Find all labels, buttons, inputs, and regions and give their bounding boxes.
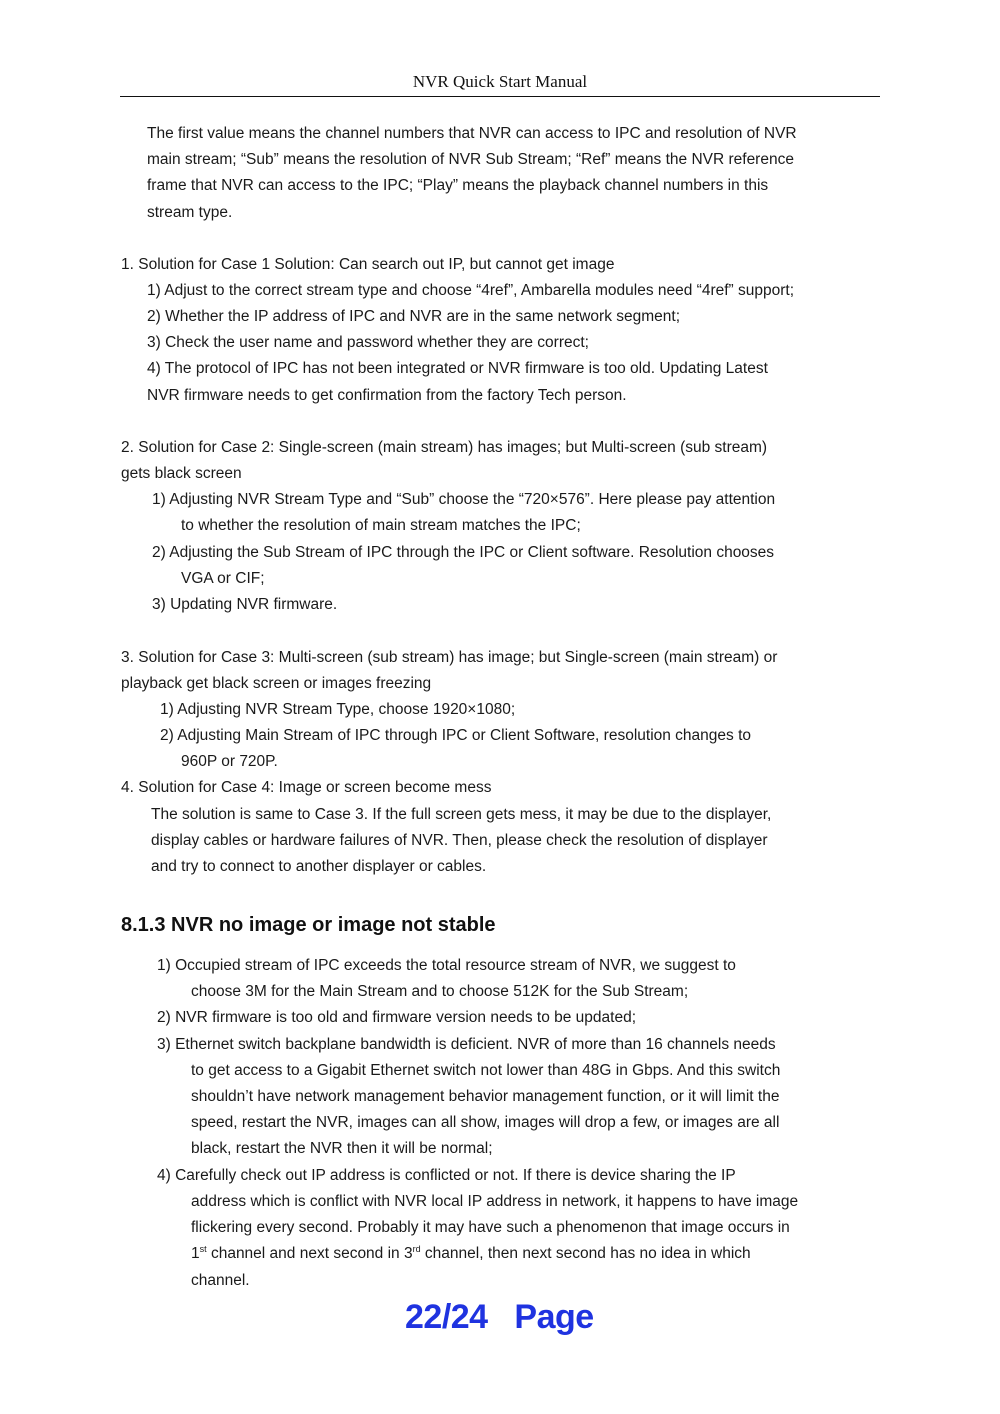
case1-item: 1) Adjust to the correct stream type and choose “4ref”, Ambarella modules need “4ref” support; bbox=[147, 282, 795, 299]
section-heading: 8.1.3 NVR no image or image not stable bbox=[121, 914, 496, 936]
section-item-cont: to get access to a Gigabit Ethernet switch not lower than 48G in Gbps. And this switch bbox=[191, 1062, 781, 1079]
section-item: 2) NVR firmware is too old and firmware version needs to be updated; bbox=[157, 1009, 637, 1026]
ordinal-suffix: st bbox=[199, 1244, 207, 1254]
case2-item: 2) Adjusting the Sub Stream of IPC through the IPC or Client software. Resolution chooses bbox=[152, 544, 775, 561]
case2-item-cont: VGA or CIF; bbox=[181, 570, 265, 587]
section-item-cont bbox=[191, 1244, 751, 1264]
case1-item: 3) Check the user name and password whether they are correct; bbox=[147, 334, 589, 351]
header-title: NVR Quick Start Manual bbox=[412, 72, 588, 91]
case2-item: 1) Adjusting NVR Stream Type and “Sub” choose the “720×576”. Here please pay attention bbox=[152, 491, 776, 508]
header-rule bbox=[120, 96, 880, 97]
section-item: 4) Carefully check out IP address is conflicted or not. If there is device sharing the IP bbox=[157, 1167, 736, 1184]
case3-title: 3. Solution for Case 3: Multi-screen (sub stream) has image; but Single-screen (main stream) or bbox=[121, 649, 778, 666]
line-text: channel and next second in 3 bbox=[206, 1245, 413, 1262]
section-item: 1) Occupied stream of IPC exceeds the total resource stream of NVR, we suggest to bbox=[157, 957, 736, 974]
case3-item-cont: 960P or 720P. bbox=[181, 753, 278, 770]
case4-line: and try to connect to another displayer or cables. bbox=[151, 858, 487, 875]
section-item-cont: shouldn’t have network management behavior management function, or it will limit the bbox=[191, 1088, 780, 1105]
section-item-cont: address which is conflict with NVR local IP address in network, it happens to have image bbox=[191, 1193, 799, 1210]
section-item-cont: flickering every second. Probably it may have such a phenomenon that image occurs in bbox=[191, 1219, 790, 1236]
case4-title: 4. Solution for Case 4: Image or screen become mess bbox=[121, 779, 492, 796]
section-item-cont: channel. bbox=[191, 1272, 250, 1289]
case4-line: The solution is same to Case 3. If the full screen gets mess, it may be due to the displayer, bbox=[151, 806, 772, 823]
case2-title-cont: gets black screen bbox=[121, 465, 242, 482]
page-number: 22/24 Page bbox=[405, 1298, 594, 1336]
case4-line: display cables or hardware failures of NVR. Then, please check the resolution of displayer bbox=[151, 832, 768, 849]
case2-item: 3) Updating NVR firmware. bbox=[152, 596, 338, 613]
intro-line: stream type. bbox=[147, 204, 233, 221]
intro-line: frame that NVR can access to the IPC; “Play” means the playback channel numbers in this bbox=[147, 177, 769, 194]
case3-item: 1) Adjusting NVR Stream Type, choose 1920×1080; bbox=[160, 701, 516, 718]
section-item-cont: speed, restart the NVR, images can all show, images will drop a few, or images are all bbox=[191, 1114, 780, 1131]
section-item-cont: black, restart the NVR then it will be normal; bbox=[191, 1140, 493, 1157]
ordinal-suffix: rd bbox=[412, 1244, 421, 1254]
case3-title-cont: playback get black screen or images freezing bbox=[121, 675, 432, 692]
case2-title: 2. Solution for Case 2: Single-screen (main stream) has images; but Multi-screen (sub stream) bbox=[121, 439, 768, 456]
case3-item: 2) Adjusting Main Stream of IPC through IPC or Client Software, resolution changes to bbox=[160, 727, 752, 744]
line-text: channel, then next second has no idea in which bbox=[420, 1245, 751, 1262]
case1-title: 1. Solution for Case 1 Solution: Can search out IP, but cannot get image bbox=[121, 256, 615, 273]
section-item-cont: choose 3M for the Main Stream and to choose 512K for the Sub Stream; bbox=[191, 983, 689, 1000]
intro-line: The first value means the channel numbers that NVR can access to IPC and resolution of NVR bbox=[147, 125, 797, 142]
case1-item: 2) Whether the IP address of IPC and NVR are in the same network segment; bbox=[147, 308, 681, 325]
ordinal-number: 1 bbox=[191, 1245, 200, 1262]
case2-item-cont: to whether the resolution of main stream matches the IPC; bbox=[181, 517, 581, 534]
case1-item-cont: NVR firmware needs to get confirmation from the factory Tech person. bbox=[147, 387, 627, 404]
intro-line: main stream; “Sub” means the resolution of NVR Sub Stream; “Ref” means the NVR reference bbox=[147, 151, 794, 168]
section-item: 3) Ethernet switch backplane bandwidth is deficient. NVR of more than 16 channels needs bbox=[157, 1036, 776, 1053]
case1-item: 4) The protocol of IPC has not been integrated or NVR firmware is too old. Updating Latest bbox=[147, 360, 768, 377]
